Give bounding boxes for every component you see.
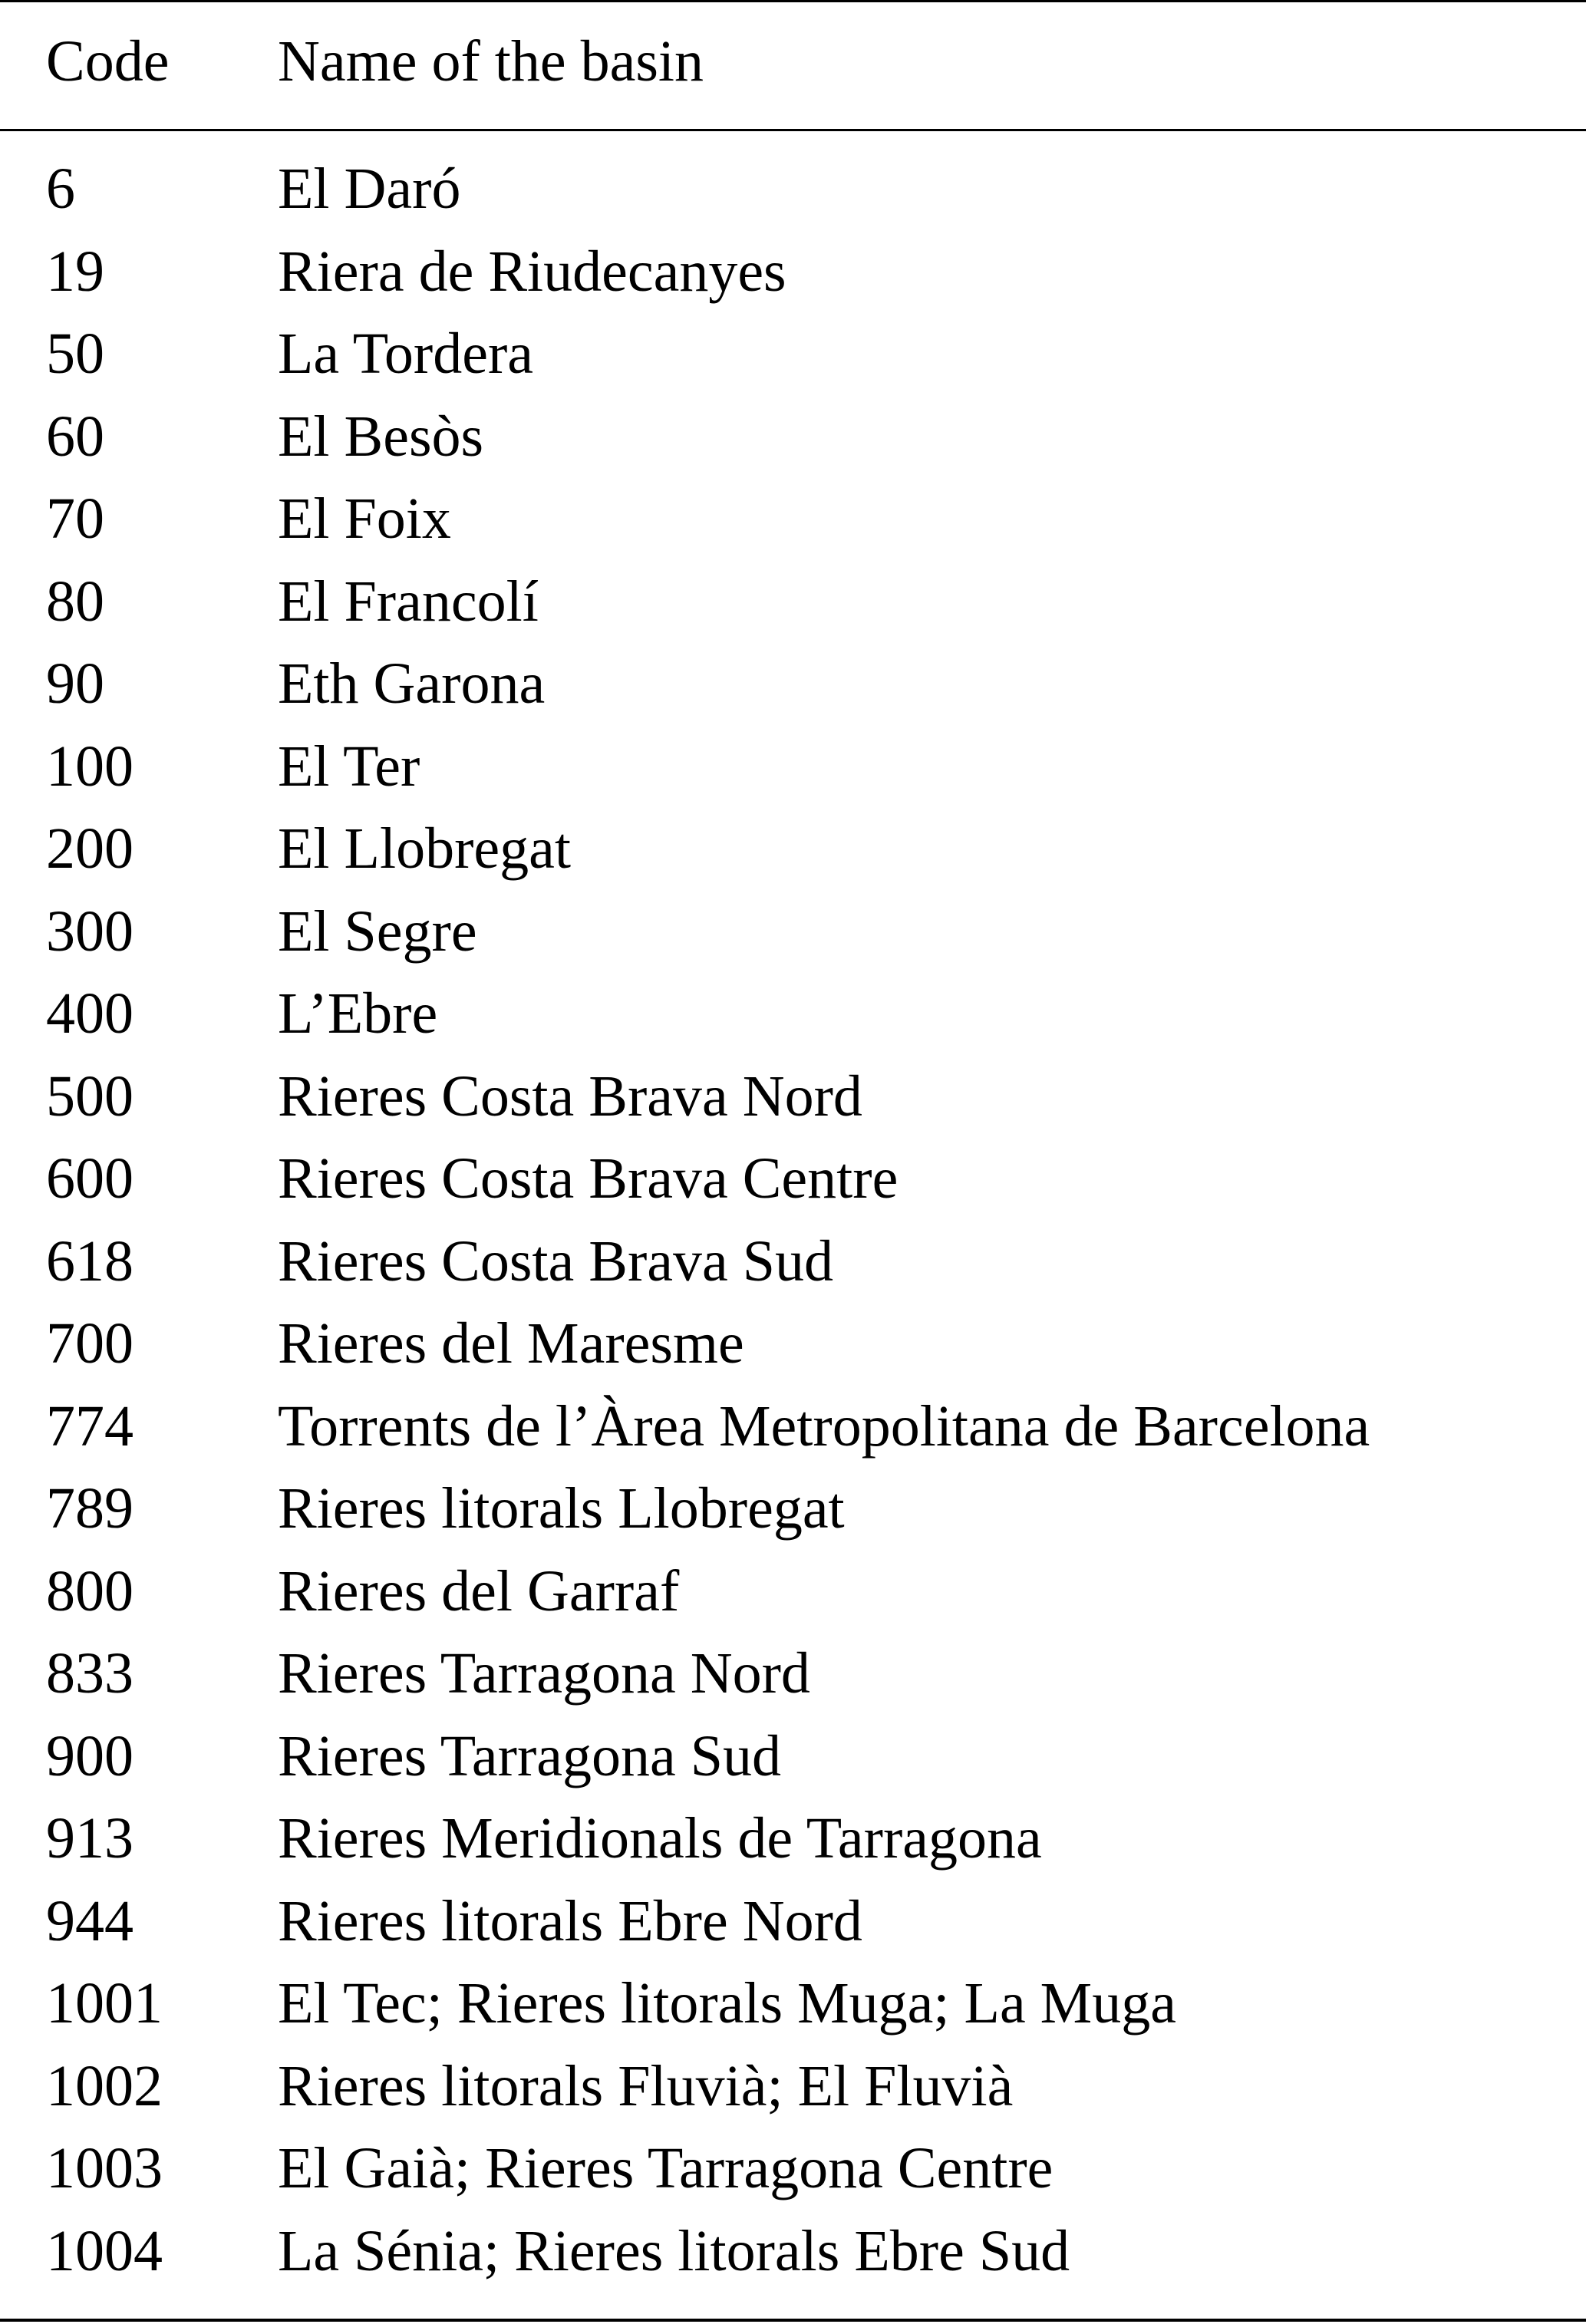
table-row [0, 561, 1586, 644]
basin-code: 70 [46, 486, 104, 551]
table-row [0, 478, 1586, 561]
basin-name: Eth Garona [278, 651, 546, 716]
header-name: Name of the basin [278, 29, 704, 94]
table-header-rule [0, 129, 1586, 131]
basin-name: L’Ebre [278, 981, 438, 1046]
table-row [0, 1221, 1586, 1304]
table-row [0, 231, 1586, 314]
basin-name: Rieres del Maresme [278, 1311, 744, 1376]
table-row [0, 1468, 1586, 1551]
basin-name: Riera de Riudecanyes [278, 239, 786, 304]
basin-code: 1002 [46, 2053, 163, 2118]
table-row [0, 2045, 1586, 2128]
basin-code: 774 [46, 1393, 134, 1459]
table-row [0, 2210, 1586, 2293]
basin-code: 60 [46, 404, 104, 469]
basin-code: 100 [46, 733, 134, 799]
table-row [0, 1386, 1586, 1469]
basin-code: 789 [46, 1476, 134, 1541]
basin-name: Rieres litorals Ebre Nord [278, 1888, 862, 1953]
basin-name: Rieres Costa Brava Nord [278, 1063, 862, 1129]
basin-code: 800 [46, 1558, 134, 1624]
table-row [0, 2128, 1586, 2210]
basin-code: 833 [46, 1641, 134, 1706]
table-row [0, 1551, 1586, 1633]
basin-name: Rieres Meridionals de Tarragona [278, 1806, 1042, 1871]
basin-code: 90 [46, 651, 104, 716]
basin-code: 618 [46, 1228, 134, 1294]
basin-code: 400 [46, 981, 134, 1046]
table-bottom-rule [0, 2319, 1586, 2322]
basin-code: 300 [46, 898, 134, 964]
table-row [0, 313, 1586, 396]
table-row [0, 973, 1586, 1056]
basin-name: Rieres Costa Brava Sud [278, 1228, 834, 1294]
table-row [0, 808, 1586, 891]
basin-name: La Sénia; Rieres litorals Ebre Sud [278, 2218, 1070, 2283]
basin-name: El Foix [278, 486, 451, 551]
table-row [0, 1716, 1586, 1798]
basin-code: 200 [46, 816, 134, 881]
basin-name: Rieres Tarragona Nord [278, 1641, 810, 1706]
basin-name: Torrents de l’Àrea Metropolitana de Barcelona [278, 1393, 1370, 1459]
basin-code: 80 [46, 569, 104, 634]
table-row [0, 1056, 1586, 1139]
basin-name: El Ter [278, 733, 420, 799]
basin-name: Rieres litorals Fluvià; El Fluvià [278, 2053, 1014, 2118]
basin-code: 1001 [46, 1971, 163, 2036]
basin-code: 900 [46, 1723, 134, 1788]
basin-name: La Tordera [278, 321, 533, 386]
table-row [0, 148, 1586, 231]
table-top-rule [0, 0, 1586, 2]
basin-name: Rieres litorals Llobregat [278, 1476, 845, 1541]
basin-code: 1003 [46, 2136, 163, 2200]
table-row [0, 643, 1586, 726]
basin-code: 944 [46, 1888, 134, 1953]
header-code: Code [46, 29, 170, 94]
basin-code: 500 [46, 1063, 134, 1129]
basin-name: El Daró [278, 157, 461, 221]
basin-code: 1004 [46, 2218, 163, 2283]
table-row [0, 1881, 1586, 1963]
basin-code: 700 [46, 1311, 134, 1376]
basin-name: El Segre [278, 898, 477, 964]
table-row [0, 1798, 1586, 1881]
basin-name: El Francolí [278, 569, 539, 634]
basin-code: 19 [46, 239, 104, 304]
table-row [0, 1303, 1586, 1386]
table-row [0, 1138, 1586, 1221]
table-row [0, 1963, 1586, 2045]
basin-name: El Besòs [278, 404, 484, 469]
table-row [0, 396, 1586, 479]
basin-code: 913 [46, 1806, 134, 1871]
table-body [0, 148, 1586, 2293]
basin-name: Rieres del Garraf [278, 1558, 680, 1624]
basin-name: El Tec; Rieres litorals Muga; La Muga [278, 1971, 1176, 2036]
basin-name: Rieres Tarragona Sud [278, 1723, 781, 1788]
basin-code: 600 [46, 1146, 134, 1211]
table-header-row [0, 23, 1586, 100]
table-row [0, 726, 1586, 809]
basin-name: El Llobregat [278, 816, 571, 881]
table-row [0, 891, 1586, 974]
basin-name: El Gaià; Rieres Tarragona Centre [278, 2136, 1053, 2200]
basin-code: 6 [46, 157, 75, 221]
table-row [0, 1633, 1586, 1716]
basin-name: Rieres Costa Brava Centre [278, 1146, 899, 1211]
basin-code: 50 [46, 321, 104, 386]
